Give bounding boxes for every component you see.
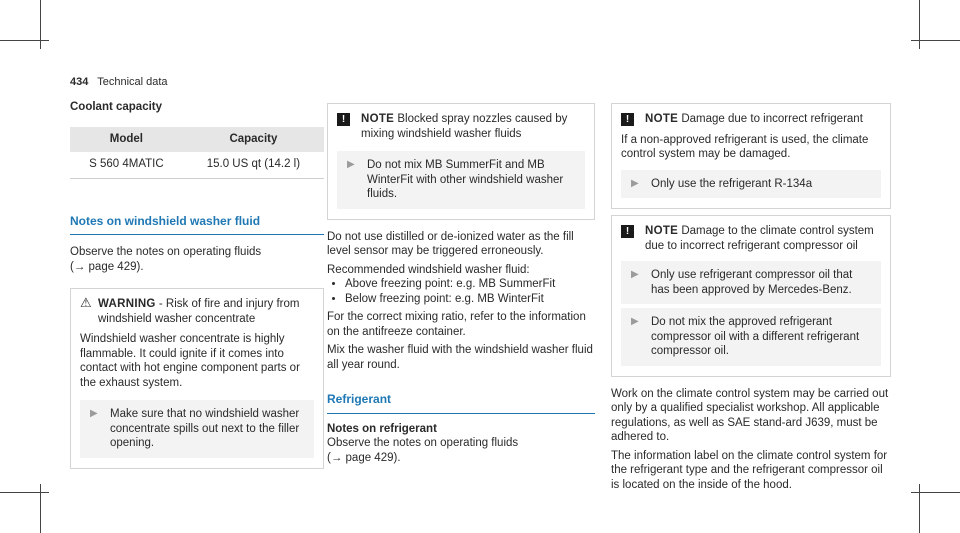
- list-item: • Above freezing point: e.g. MB SummerFit: [345, 277, 595, 292]
- note-body: If a non-approved refrigerant is used, the climate control system may be damaged.: [621, 133, 869, 160]
- crop-mark: [919, 0, 920, 49]
- table-cell: S 560 4MATIC: [70, 152, 183, 179]
- arrow-right-icon: ▶: [631, 177, 639, 189]
- note-title-text: Damage due to incorrect refrigerant: [678, 113, 863, 125]
- warning-title-text: - Risk of fire and injury from windshield washer concentrate: [98, 298, 300, 325]
- warning-box: [70, 288, 324, 469]
- intro-text: [70, 245, 324, 274]
- warning-triangle-icon: ⚠: [80, 295, 92, 310]
- note-label: NOTE: [361, 113, 395, 125]
- note-head: [621, 224, 881, 253]
- warning-title: [98, 297, 314, 326]
- paragraph: Recommended windshield washer fluid:: [327, 263, 530, 276]
- section-title: Refrigerant: [327, 392, 595, 414]
- paragraph: For the correct mixing ratio, refer to the information on the antifreeze container.: [327, 311, 586, 338]
- column-header: Model: [70, 127, 183, 152]
- note-box: [611, 215, 891, 377]
- table-header-row: [70, 127, 324, 152]
- intro-text: [327, 436, 595, 465]
- note-title: [361, 112, 585, 141]
- warning-label: WARNING: [98, 298, 156, 310]
- page-header: [70, 75, 168, 90]
- table-row: [70, 152, 324, 179]
- crop-mark: [911, 40, 960, 41]
- coolant-table: [70, 127, 324, 179]
- note-label: NOTE: [645, 113, 679, 125]
- arrow-right-icon: ▶: [631, 316, 639, 327]
- arrow-right-icon: ▶: [631, 269, 639, 280]
- note-head: [337, 112, 585, 141]
- note-box: [327, 103, 595, 220]
- crop-mark: [0, 492, 49, 493]
- list-item: • Below freezing point: e.g. MB WinterFit: [345, 292, 595, 307]
- page-link[interactable]: (→ page 429).: [327, 451, 401, 464]
- paragraph: Work on the climate control system may be carried out only by a qualified specialist workshop. All applicable regulations, as well as SAE stand-ard J639, must be adhered to.: [611, 387, 889, 443]
- crop-mark: [911, 492, 960, 493]
- action-text: Do not mix MB SummerFit and MB WinterFit with other windshield washer fluids.: [367, 159, 564, 200]
- note-title-text: Blocked spray nozzles caused by mixing windshield washer fluids: [361, 113, 568, 140]
- note-box: [611, 103, 891, 209]
- warning-head: [80, 297, 314, 326]
- action-text: Only use refrigerant compressor oil that has been approved by Mercedes-Benz.: [651, 269, 853, 296]
- action-item: [80, 400, 314, 458]
- paragraph: Mix the washer fluid with the windshield washer fluid all year round.: [327, 344, 593, 371]
- column-1: [70, 100, 324, 469]
- section-title: Notes on windshield washer fluid: [70, 214, 324, 236]
- note-label: NOTE: [645, 225, 679, 237]
- note-title: [645, 224, 881, 253]
- action-item: [621, 261, 881, 304]
- arrow-right-icon: ▶: [90, 408, 98, 419]
- section-name: Technical data: [97, 76, 168, 88]
- action-item: [621, 308, 881, 366]
- sub-heading: Notes on refrigerant: [327, 422, 437, 435]
- exclamation-square-icon: !: [621, 113, 634, 126]
- arrow-right-icon: ▶: [347, 159, 355, 170]
- action-text: Only use the refrigerant R-134a: [651, 177, 813, 190]
- paragraph: The information label on the climate control system for the refrigerant type and the refrigerant compressor oil is located on the inside of the hood.: [611, 449, 888, 491]
- action-text: Do not mix the approved refrigerant compressor oil with a different refrigerant compressor oil.: [651, 316, 860, 357]
- column-2: [327, 103, 595, 465]
- intro-line: Observe the notes on operating fluids: [327, 437, 519, 449]
- note-title: [645, 112, 863, 127]
- page-link[interactable]: (→ page 429).: [70, 260, 144, 273]
- page-number: 434: [70, 76, 89, 88]
- column-3: [611, 103, 891, 492]
- note-title-text: Damage to the climate control system due to incorrect refrigerant compressor oil: [645, 225, 874, 252]
- intro-line: Observe the notes on operating fluids: [70, 246, 262, 258]
- exclamation-square-icon: !: [621, 225, 634, 238]
- warning-body: Windshield washer concentrate is highly flammable. It could ignite if it comes into contact with hot engine component parts or the exhaust system.: [80, 333, 300, 389]
- bullet-list: [327, 277, 595, 306]
- action-item: [621, 170, 881, 199]
- coolant-heading: Coolant capacity: [70, 101, 163, 113]
- exclamation-square-icon: !: [337, 113, 350, 126]
- table-cell: 15.0 US qt (14.2 l): [183, 152, 324, 179]
- action-item: [337, 151, 585, 209]
- paragraph: Do not use distilled or de-ionized water as the fill level sensor may be triggered erroneously.: [327, 230, 574, 257]
- column-header: Capacity: [183, 127, 324, 152]
- crop-mark: [0, 40, 49, 41]
- note-head: [621, 112, 881, 127]
- crop-mark: [40, 0, 41, 49]
- action-text: Make sure that no windshield washer concentrate spills out next to the filler opening.: [110, 408, 300, 449]
